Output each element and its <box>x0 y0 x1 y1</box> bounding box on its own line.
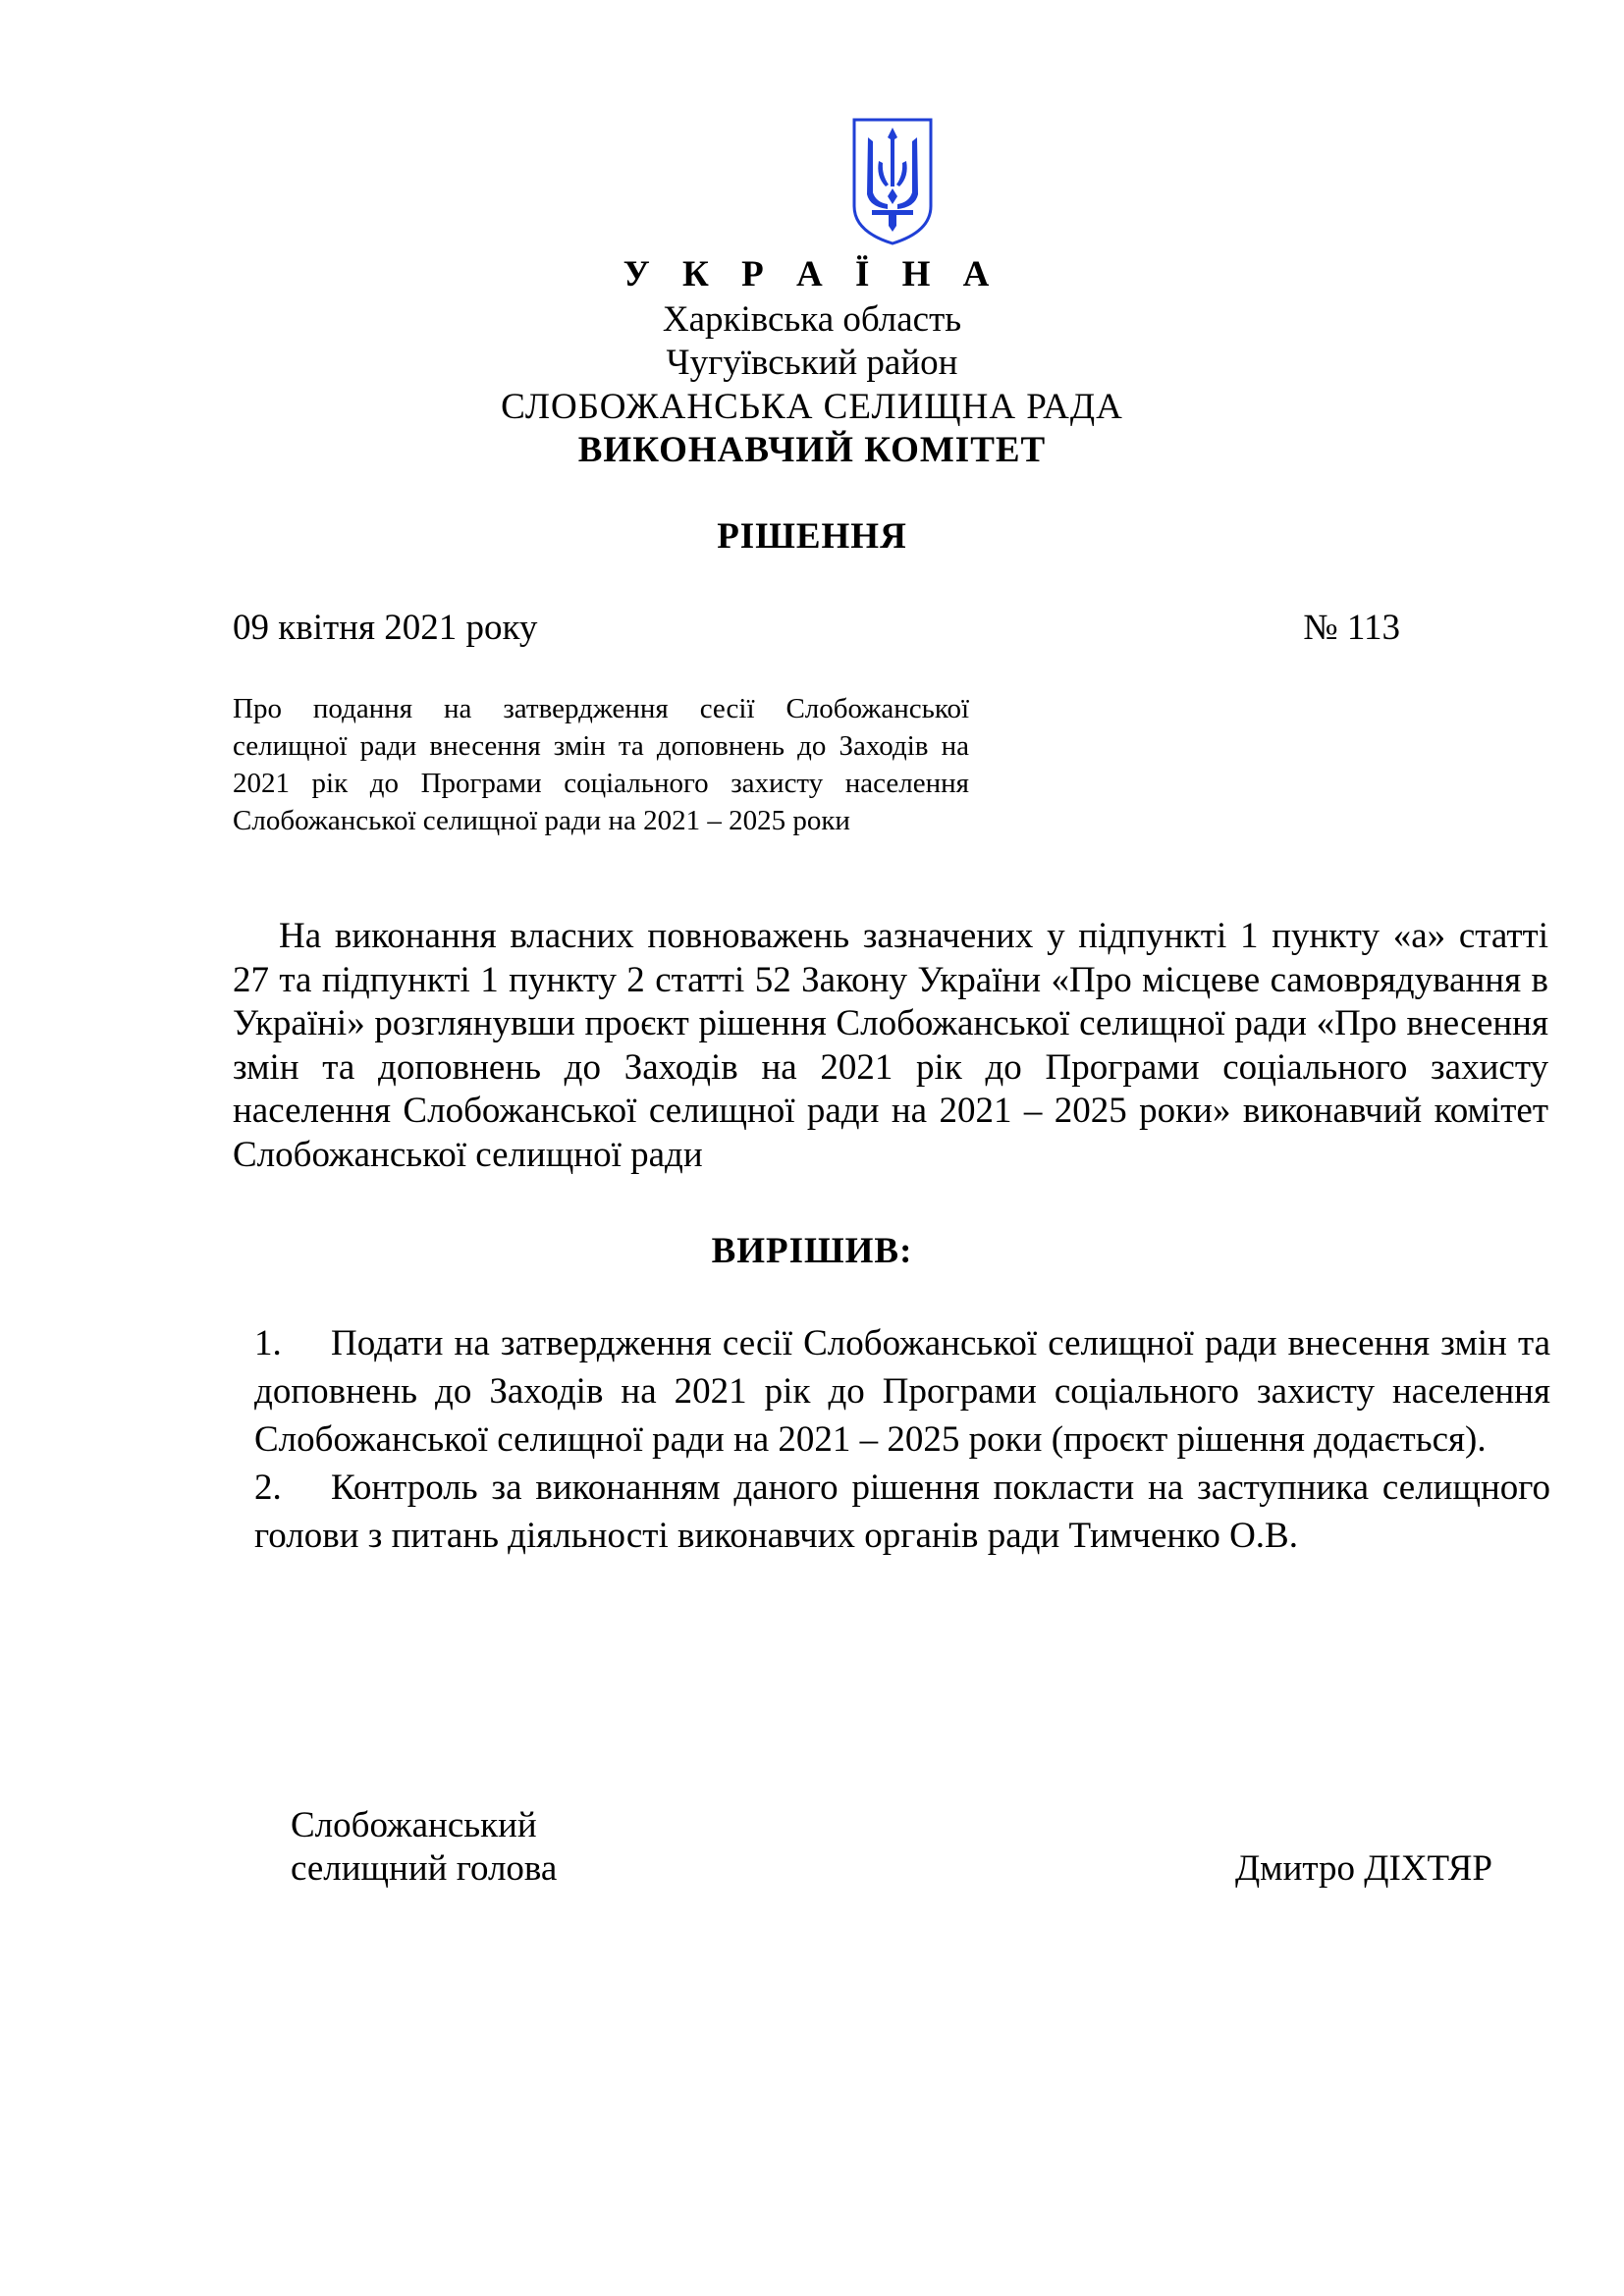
resolution-item-2 <box>254 1464 1550 1560</box>
decision-subject: Про подання на затвердження сесії Слобожанської селищної ради внесення змін та доповнень до Заходів на 2021 рік до Програми соціального захисту населення Слобожанської селищної ради на 2021 – 2025 роки <box>233 693 969 836</box>
signatory-position-line-2: селищний голова <box>291 1848 558 1889</box>
district-heading: Чугуївський район <box>666 343 958 383</box>
item-text: Контроль за виконанням даного рішення покласти на заступника селищного голови з питань діяльності виконавчих органів ради Тимченко О.В. <box>254 1468 1550 1556</box>
country-heading: У К Р А Ї Н А <box>623 254 1001 294</box>
resolution-items <box>254 1319 1550 1560</box>
resolved-heading: ВИРІШИВ: <box>711 1231 913 1271</box>
signatory-name: Дмитро ДІХТЯР <box>1234 1848 1492 1889</box>
preamble-paragraph: На виконання власних повноважень зазначених у підпункті 1 пункту «а» статті 27 та підпункті 1 пункту 2 статті 52 Закону України «Про місцеве самоврядування в Україні» розглянувши проєкт рішення Слобожанської селищної ради «Про внесення змін та доповнень до Заходів на 2021 рік до Програми соціального захисту населення Слобожанської селищної ради на 2021 – 2025 роки» виконавчий комітет Слобожанської селищної ради <box>233 916 1548 1175</box>
trident-coat-of-arms-icon <box>848 116 937 247</box>
item-number: 1. <box>254 1323 282 1363</box>
decision-number: № 113 <box>1303 608 1400 648</box>
signatory-position-line-1: Слобожанський <box>291 1805 537 1845</box>
region-heading: Харківська область <box>662 299 962 340</box>
decision-date: 09 квітня 2021 року <box>233 608 538 648</box>
signatory-position <box>291 1804 557 1891</box>
item-number: 2. <box>254 1468 282 1508</box>
item-text: Подати на затвердження сесії Слобожанської селищної ради внесення змін та доповнень до Заходів на 2021 рік до Програми соціального захисту населення Слобожанської селищної ради на 2021 – 2025 роки (проєкт рішення додається). <box>254 1323 1550 1460</box>
resolution-item-1 <box>254 1319 1550 1464</box>
decision-title: РІШЕННЯ <box>717 516 907 557</box>
committee-heading: ВИКОНАВЧИЙ КОМІТЕТ <box>577 430 1047 470</box>
council-heading: СЛОБОЖАНСЬКА СЕЛИЩНА РАДА <box>501 387 1123 427</box>
